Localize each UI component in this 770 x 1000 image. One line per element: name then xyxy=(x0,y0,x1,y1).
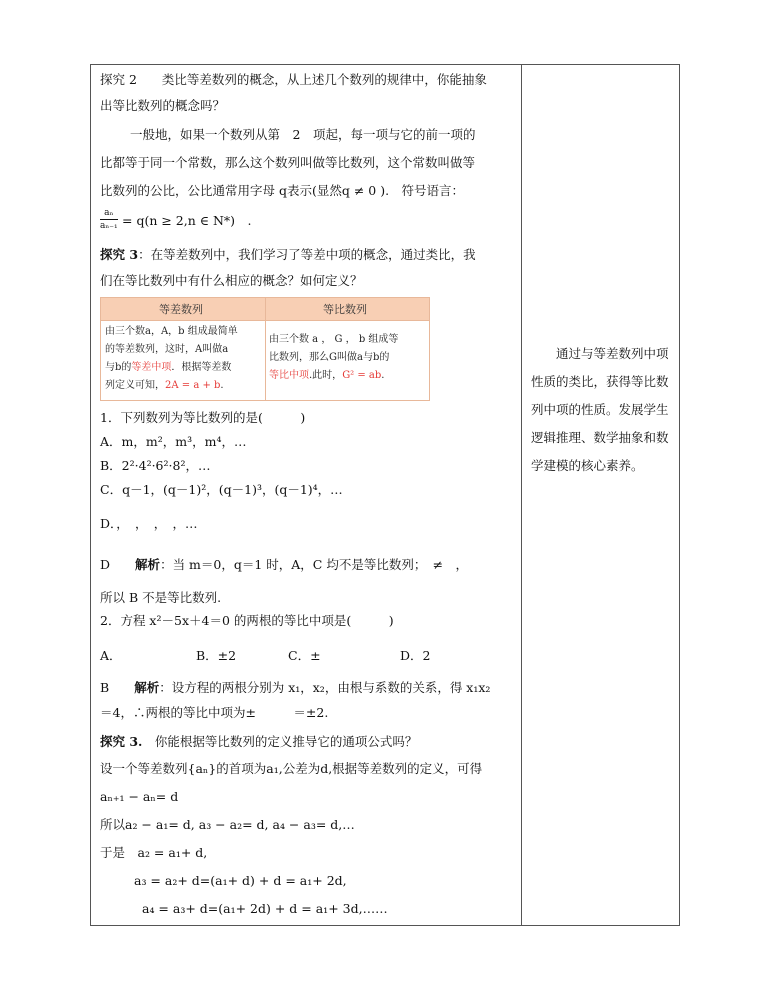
q1-option-c: C．q－1，(q－1)²，(q－1)³，(q－1)⁴，… xyxy=(100,482,343,497)
formula-denominator: aₙ₋₁ xyxy=(100,221,118,231)
arith-cell-line4: 列定义可知，2A = a + b. xyxy=(105,380,224,391)
explore2-line1: 探究 2 类比等差数列的概念，从上述几个数列的规律中，你能抽象 xyxy=(100,72,487,87)
q2-option-c: C．± xyxy=(288,648,321,663)
arith-cell-line3: 与b的等差中项．根据等差数 xyxy=(105,362,232,373)
derivation-line4: 于是 a₂ = a₁+ d, xyxy=(100,845,208,860)
definition-line1: 一般地，如果一个数列从第 2 项起，每一项与它的前一项的 xyxy=(130,127,476,142)
q2-option-b: B．±2 xyxy=(196,648,237,663)
derivation-line2: aₙ₊₁ − aₙ= d xyxy=(100,789,179,804)
explore3b-line: 探究 3. 你能根据等比数列的定义推导它的通项公式吗？ xyxy=(100,734,418,749)
header-geometric: 等比数列 xyxy=(323,303,367,316)
geo-middle-term: 等比中项 xyxy=(269,370,309,381)
header-arithmetic: 等差数列 xyxy=(159,303,203,316)
derivation-line6: a₄ = a₃+ d=(a₁+ 2d) + d = a₁+ 3d,…… xyxy=(142,901,388,916)
q1-answer-line2: 所以 B 不是等比数列. xyxy=(100,590,222,605)
q1-option-b: B．2²·4²·6²·8²，… xyxy=(100,458,211,473)
q2-answer: B 解析：设方程的两根分别为 x₁，x₂，由根与系数的关系，得 x₁x₂ xyxy=(100,680,491,695)
q1-option-d: D．， ， ， ，… xyxy=(100,516,198,531)
side-note: 通过与等差数列中项性质的类比，获得等比数列中项的性质。发展学生逻辑推理、数学抽象和数学建模的核心素养。 xyxy=(531,346,669,473)
q1-option-a: A．m，m²，m³，m⁴，… xyxy=(100,434,247,449)
geo-cell-line3: 等比中项.此时，G² = ab. xyxy=(269,370,385,381)
definition-line2: 比都等于同一个常数，那么这个数列叫做等比数列，这个常数叫做等 xyxy=(100,155,476,170)
arith-cell-line1: 由三个数a，A，b 组成最简单 xyxy=(105,326,238,337)
geo-cell-line2: 比数列，那么G叫做a与b的 xyxy=(269,352,390,363)
formula-rest: = q(n ≥ 2,n ∈ N*) . xyxy=(122,213,252,228)
explore3-text: ：在等差数列中，我们学习了等差中项的概念，通过类比，我 xyxy=(138,247,476,262)
formula-numerator: aₙ xyxy=(104,208,114,218)
derivation-line1: 设一个等差数列{aₙ}的首项为a₁,公差为d,根据等差数列的定义，可得 xyxy=(100,761,483,776)
derivation-line3: 所以a₂ − a₁= d, a₃ − a₂= d, a₄ − a₃= d,… xyxy=(100,817,355,832)
explore3-line1 xyxy=(100,247,476,263)
explore3-label: 探究 3 xyxy=(100,247,139,262)
geo-cell-line1: 由三个数 a ， G ， b 组成等 xyxy=(269,334,399,345)
arith-formula: 2A = a + b xyxy=(165,380,221,391)
q2-option-d: D．2 xyxy=(400,648,431,663)
comparison-table xyxy=(100,297,430,401)
q2-answer-line2: ＝4，∴两根的等比中项为± ＝±2. xyxy=(100,705,329,720)
comparison-divider xyxy=(265,298,266,400)
q2-stem: 2．方程 x²－5x＋4＝0 的两根的等比中项是( ) xyxy=(100,613,394,628)
geo-formula: G² = ab xyxy=(342,370,382,381)
q2-option-a: A． xyxy=(100,648,122,663)
formula-fraction xyxy=(100,208,118,231)
definition-line3: 比数列的公比，公比通常用字母 q表示(显然q ≠ 0 ). 符号语言： xyxy=(100,183,465,198)
q1-stem: 1．下列数列为等比数列的是( ) xyxy=(100,410,306,425)
arith-cell-line2: 的等差数列，这时，A叫做a xyxy=(105,344,229,355)
arith-middle-term: 等差中项 xyxy=(131,362,172,373)
explore2-line2: 出等比数列的概念吗？ xyxy=(100,98,226,113)
q1-answer: D 解析：当 m＝0，q＝1 时，A，C 均不是等比数列； ≠ ， xyxy=(100,557,469,572)
column-divider xyxy=(521,64,522,926)
derivation-line5: a₃ = a₂+ d=(a₁+ d) + d = a₁+ 2d, xyxy=(134,873,347,888)
explore3-line2: 们在等比数列中有什么相应的概念？如何定义？ xyxy=(100,273,363,288)
